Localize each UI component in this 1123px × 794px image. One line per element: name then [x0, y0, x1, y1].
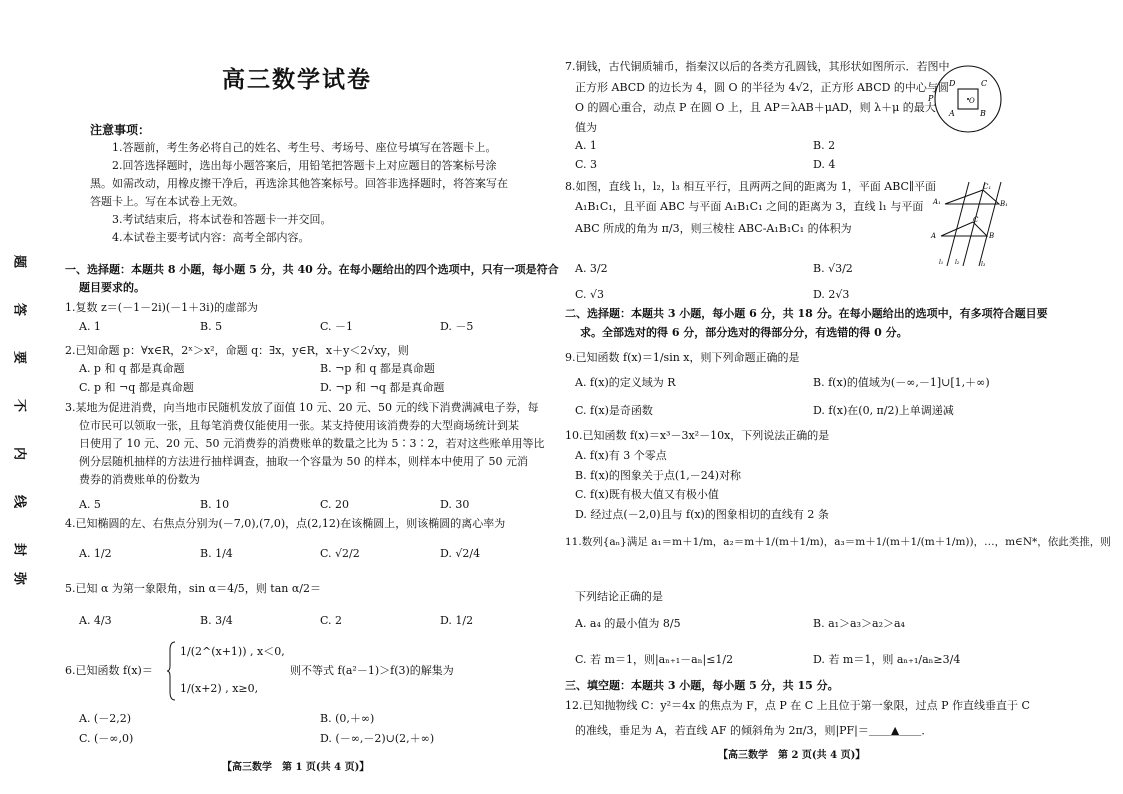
seal-char: 封	[11, 542, 27, 556]
q7-option-b: B. 2	[813, 139, 836, 152]
q4-option-a: A. 1/2	[79, 547, 112, 560]
seal-char: 内	[11, 446, 27, 460]
q1-option-d: D. －5	[440, 320, 474, 333]
q11-option-a: A. a₄ 的最小值为 8/5	[575, 617, 681, 630]
q4-option-b: B. 1/4	[200, 547, 233, 560]
q9-option-b: B. f(x)的值域为(－∞,－1]∪[1,＋∞)	[813, 376, 990, 389]
q11-option-d: D. 若 m＝1，则 aₙ₊₁/aₙ≥3/4	[813, 653, 961, 666]
label-l3: l₃	[981, 261, 986, 268]
q6-option-c: C. (－∞,0)	[79, 732, 134, 745]
label-b1: B₁	[1000, 200, 1008, 208]
section-2-heading: 二、选择题：本题共 3 小题，每小题 6 分，共 18 分。在每小题给出的选项中，有多项符合题目要	[565, 307, 1048, 320]
label-c: C	[973, 216, 979, 224]
q8-option-c: C. √3	[575, 288, 605, 301]
triangle-abc	[941, 222, 987, 236]
notice-heading: 注意事项：	[90, 123, 151, 137]
q3-line: 3.某地为促进消费，向当地市民随机发放了面值 10 元、20 元、50 元的线下消费满减电子券，每	[65, 401, 539, 414]
seal-char: 要	[11, 350, 27, 364]
label-l2: l₂	[955, 259, 960, 266]
label-l1: l₁	[939, 259, 944, 266]
q8-option-b: B. √3/2	[813, 262, 853, 275]
line-l1	[947, 182, 969, 266]
q3-line: 例分层随机抽样的方法进行抽样调查，抽取一个容量为 50 的样本，则样本中使用了 50 元消	[79, 455, 528, 468]
q11-stem: 11.数列{aₙ}满足 a₁＝m＋1/m，a₂＝m＋1/(m＋1/m)，a₃＝m＋1/(m＋1/(m＋1/m))，…，m∈N*，依此类推，则	[565, 536, 1111, 548]
q9-stem: 9.已知函数 f(x)＝1/sin x，则下列命题正确的是	[565, 351, 800, 364]
seal-char: 答	[11, 302, 27, 316]
notice-line: 答题卡上。写在本试卷上无效。	[90, 195, 244, 208]
q9-option-c: C. f(x)是奇函数	[575, 404, 653, 417]
label-b: B	[980, 109, 986, 118]
q5-option-b: B. 3/4	[200, 614, 233, 627]
q2-option-a: A. p 和 q 都是真命题	[79, 362, 185, 375]
q7-option-c: C. 3	[575, 158, 598, 171]
q9-option-a: A. f(x)的定义域为 R	[575, 376, 676, 389]
q7-line: 7.铜钱，古代铜质辅币，指秦汉以后的各类方孔圆钱，其形状如图所示．若图中	[565, 60, 950, 73]
q5-stem: 5.已知 α 为第一象限角，sin α＝4/5，则 tan α/2＝	[65, 582, 321, 595]
q10-stem: 10.已知函数 f(x)＝x³－3x²－10x，下列说法正确的是	[565, 429, 830, 442]
seal-char: 不	[11, 398, 27, 412]
seal-char: 弥	[11, 571, 27, 585]
q3-option-b: B. 10	[200, 498, 230, 511]
prism-figure	[931, 176, 1015, 270]
q8-line: A₁B₁C₁，且平面 ABC 与平面 A₁B₁C₁ 之间的距离为 3，直线 l₁ 与平面	[575, 200, 924, 213]
seal-char: 线	[11, 494, 27, 508]
q5-option-c: C. 2	[320, 614, 343, 627]
piecewise-brace	[167, 640, 177, 702]
q3-line: 费券的消费账单的份数为	[79, 473, 200, 486]
q6-option-b: B. (0,＋∞)	[320, 712, 375, 725]
q3-option-a: A. 5	[79, 498, 101, 511]
q11-stem-cont: 下列结论正确的是	[575, 590, 663, 603]
notice-line: 4.本试卷主要考试内容：高考全部内容。	[112, 231, 310, 244]
q2-option-d: D. ¬p 和 ¬q 都是真命题	[320, 381, 445, 394]
q7-option-d: D. 4	[813, 158, 836, 171]
q11-option-c: C. 若 m＝1，则|aₙ₊₁－aₙ|≤1/2	[575, 653, 734, 666]
q2-option-c: C. p 和 ¬q 都是真命题	[79, 381, 194, 394]
page-1	[60, 0, 559, 794]
coin-figure	[929, 62, 1009, 138]
label-c1: C₁	[983, 183, 992, 191]
label-a: A	[931, 232, 937, 240]
section-2-heading-cont: 求。全部选对的得 6 分，部分选对的得部分分，有选错的得 0 分。	[580, 326, 908, 339]
q7-line: 正方形 ABCD 的边长为 4，圆 O 的半径为 4√2，正方形 ABCD 的中心与圆	[575, 81, 949, 94]
q6-stem-cont: 则不等式 f(a²－1)＞f(3)的解集为	[290, 664, 454, 677]
q1-option-b: B. 5	[200, 320, 223, 333]
notice-line: 3.考试结束后，将本试卷和答题卡一并交回。	[112, 213, 332, 226]
line-l3	[979, 182, 1001, 266]
q6-option-a: A. (－2,2)	[79, 712, 132, 725]
q8-line: 8.如图，直线 l₁，l₂，l₃ 相互平行，且两两之间的距离为 1，平面 ABC∥平面	[565, 180, 936, 193]
q1-stem: 1.复数 z＝(－1－2i)(－1＋3i)的虚部为	[65, 301, 258, 314]
q3-line: 位市民可以领取一张，且每笔消费仅能使用一张。某支持使用该消费券的大型商场统计到某	[79, 419, 519, 432]
label-o: O	[969, 97, 975, 105]
label-d: D	[949, 79, 956, 88]
line-l2	[963, 182, 985, 266]
q9-option-d: D. f(x)在(0, π/2)上单调递减	[813, 404, 954, 417]
q6-option-d: D. (－∞,－2)∪(2,＋∞)	[320, 732, 435, 745]
q6-case-1: 1/(2^(x+1)) , x＜0,	[180, 645, 285, 658]
q8-option-d: D. 2√3	[813, 288, 850, 301]
section-3-heading: 三、填空题：本题共 3 小题，每小题 5 分，共 15 分。	[565, 679, 839, 692]
q7-line: 值为	[575, 121, 597, 134]
q7-line: O 的圆心重合，动点 P 在圆 O 上，且 AP＝λAB＋μAD，则 λ＋μ 的最大	[575, 101, 936, 114]
q1-option-a: A. 1	[79, 320, 101, 333]
q7-option-a: A. 1	[575, 139, 597, 152]
q2-option-b: B. ¬p 和 q 都是真命题	[320, 362, 435, 375]
q4-option-d: D. √2/4	[440, 547, 481, 560]
q6-stem: 6.已知函数 f(x)＝	[65, 664, 153, 677]
q10-option-c: C. f(x)既有极大值又有极小值	[575, 488, 719, 501]
exam-title: 高三数学试卷	[222, 66, 372, 93]
seal-char: 题	[11, 254, 27, 268]
section-1-heading-cont: 题目要求的。	[79, 281, 145, 294]
q10-option-d: D. 经过点(－2,0)且与 f(x)的图象相切的直线有 2 条	[575, 508, 829, 521]
q8-option-a: A. 3/2	[575, 262, 608, 275]
label-b: B	[989, 232, 995, 240]
q12-line: 12.已知抛物线 C：y²＝4x 的焦点为 F，点 P 在 C 上且位于第一象限，过点 P 作直线垂直于 C	[565, 699, 1030, 712]
seal-line-label	[8, 255, 30, 585]
q8-line: ABC 所成的角为 π/3，则三棱柱 ABC-A₁B₁C₁ 的体积为	[575, 222, 852, 235]
q10-option-a: A. f(x)有 3 个零点	[575, 449, 667, 462]
label-c: C	[981, 79, 988, 88]
label-a1: A₁	[933, 198, 941, 206]
q5-option-d: D. 1/2	[440, 614, 474, 627]
q3-option-c: C. 20	[320, 498, 350, 511]
label-p: P	[928, 94, 934, 103]
q4-stem: 4.已知椭圆的左、右焦点分别为(－7,0),(7,0)，点(2,12)在该椭圆上，则该椭圆的离心率为	[65, 517, 506, 530]
q4-option-c: C. √2/2	[320, 547, 360, 560]
page-2-footer: 【高三数学 第 2 页(共 4 页)】	[718, 750, 866, 761]
q10-option-b: B. f(x)的图象关于点(1,－24)对称	[575, 469, 742, 482]
page-1-footer: 【高三数学 第 1 页(共 4 页)】	[222, 762, 370, 773]
notice-line: 2.回答选择题时，选出每小题答案后，用铅笔把答题卡上对应题目的答案标号涂	[112, 159, 497, 172]
notice-line: 1.答题前，考生务必将自己的姓名、考生号、考场号、座位号填写在答题卡上。	[112, 141, 497, 154]
q3-option-d: D. 30	[440, 498, 470, 511]
page-2	[563, 0, 1113, 794]
q12-line: 的准线，垂足为 A，若直线 AF 的倾斜角为 2π/3，则|PF|＝＿＿▲＿＿．	[575, 724, 933, 737]
triangle-a1b1c1	[945, 190, 999, 204]
q11-option-b: B. a₁＞a₃＞a₂＞a₄	[813, 617, 905, 630]
q2-stem: 2.已知命题 p：∀x∈R，2ˣ＞x²，命题 q：∃x，y∈R，x＋y＜2√xy，则	[65, 344, 409, 357]
notice-line: 黑。如需改动，用橡皮擦干净后，再选涂其他答案标号。回答非选择题时，将答案写在	[90, 177, 508, 190]
label-a: A	[949, 109, 955, 118]
q6-case-2: 1/(x+2) , x≥0,	[180, 682, 259, 695]
section-1-heading: 一、选择题：本题共 8 小题，每小题 5 分，共 40 分。在每小题给出的四个选项中，只有一项是符合	[65, 263, 559, 276]
q3-line: 日使用了 10 元、20 元、50 元消费券的消费账单的数量之比为 5∶3∶2，若对这些账单用等比	[79, 437, 545, 450]
q1-option-c: C. －1	[320, 320, 354, 333]
q5-option-a: A. 4/3	[79, 614, 112, 627]
